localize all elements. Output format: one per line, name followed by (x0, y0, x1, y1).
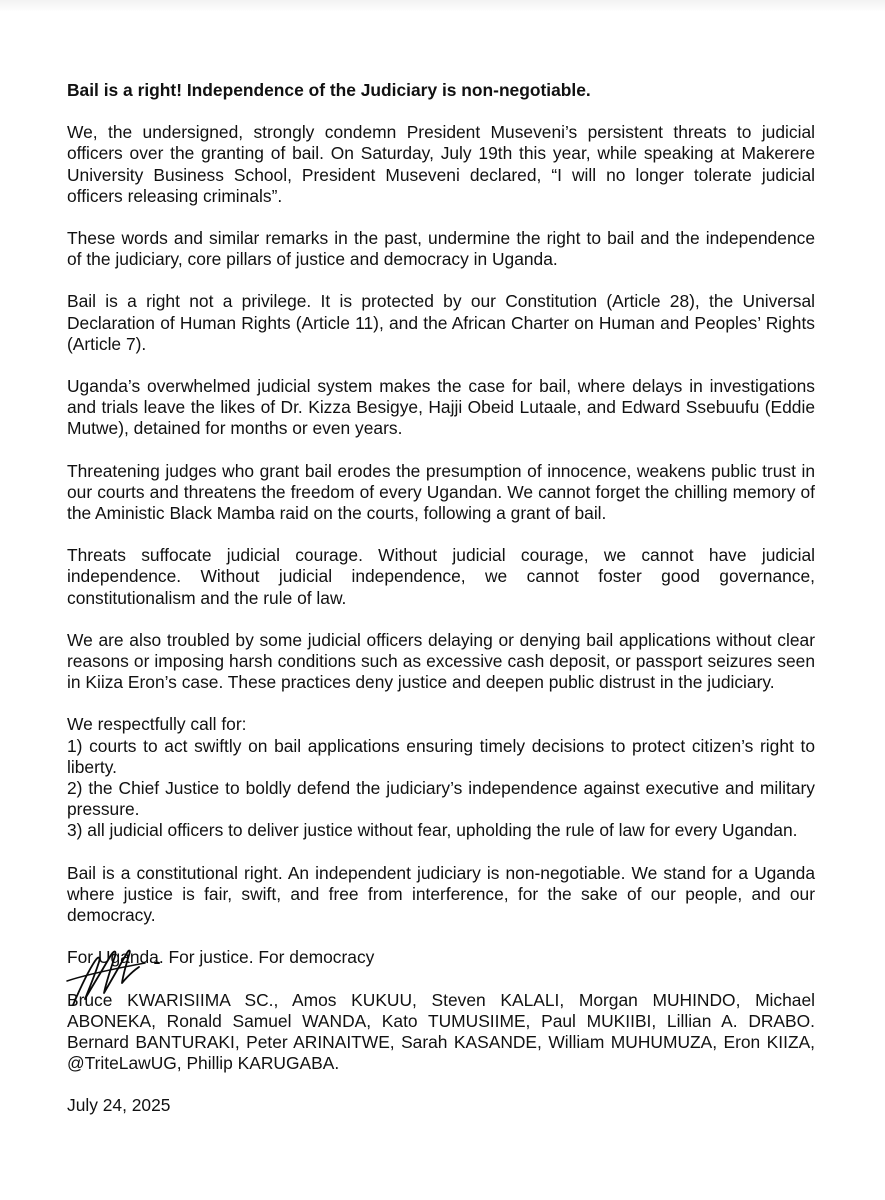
calls-intro: We respectfully call for: (67, 714, 247, 735)
paragraph-undermine: These words and similar remarks in the past, undermine the right to bail and the independence of the judiciary, core pillars of justice and democracy in Uganda. (67, 228, 815, 270)
paragraph-bail-right: Bail is a right not a privilege. It is protected by our Constitution (Article 28), the Universal Declaration of Human Rights (Article 11), and the African Charter on Human and Peoples’ Rights (Article 7). (67, 291, 815, 354)
letter-body (67, 80, 815, 1117)
letter-date: July 24, 2025 (67, 1095, 171, 1116)
call-item-2: 2) the Chief Justice to boldly defend the judiciary’s independence against executive and military pressure. (67, 778, 815, 820)
page-top-edge (0, 0, 885, 12)
call-item-1: 1) courts to act swiftly on bail applications ensuring timely decisions to protect citizen’s right to liberty. (67, 735, 815, 777)
paragraph-threatening-judges: Threatening judges who grant bail erodes the presumption of innocence, weakens public trust in our courts and threatens the freedom of every Ugandan. We cannot forget the chilling memory of the Aministic Black Mamba raid on the courts, following a grant of bail. (67, 460, 815, 524)
paragraph-conclusion: Bail is a constitutional right. An independent judiciary is non-negotiable. We stand for a Uganda where justice is fair, swift, and free from interference, for the sake of our people, and our democracy. (67, 862, 815, 926)
signatories-list: Bruce KWARISIIMA SC., Amos KUKUU, Steven KALALI, Morgan MUHINDO, Michael ABONEKA, Ronald Samuel WANDA, Kato TUMUSIIME, Paul MUKIIBI, Lillian A. DRABO. Bernard BANTURAKI, Peter ARINAITWE, Sarah KASANDE, William MUHUMUZA, Eron KIIZA, @TriteLawUG, Phillip KARUGABA. (67, 989, 815, 1074)
paragraph-judicial-courage: Threats suffocate judicial courage. Without judicial courage, we cannot have judicial independence. Without judicial independence, we cannot foster good governance, constitutionalism and the rule of law. (67, 545, 815, 608)
closing-line: For Uganda. For justice. For democracy (67, 947, 375, 968)
paragraph-troubled: We are also troubled by some judicial officers delaying or denying bail applications without clear reasons or imposing harsh conditions such as excessive cash deposit, or passport seizures seen in Kiiza Eron’s case. These practices deny justice and deepen public distrust in the judiciary. (67, 629, 815, 693)
letter-heading: Bail is a right! Independence of the Judiciary is non-negotiable. (67, 80, 591, 100)
call-item-3: 3) all judicial officers to deliver justice without fear, upholding the rule of law for every Ugandan. (67, 820, 798, 841)
signature-block (67, 947, 815, 1074)
paragraph-condemnation: We, the undersigned, strongly condemn President Museveni’s persistent threats to judicial officers over the granting of bail. On Saturday, July 19th this year, while speaking at Makerere University Business School, President Museveni declared, “I will no longer tolerate judicial officers releasing criminals”. (67, 122, 815, 206)
calls-list (67, 714, 815, 841)
paragraph-judicial-system: Uganda’s overwhelmed judicial system makes the case for bail, where delays in investigations and trials leave the likes of Dr. Kizza Besigye, Hajji Obeid Lutaale, and Edward Ssebuufu (Eddie Mutwe), detained for months or even years. (67, 376, 815, 439)
